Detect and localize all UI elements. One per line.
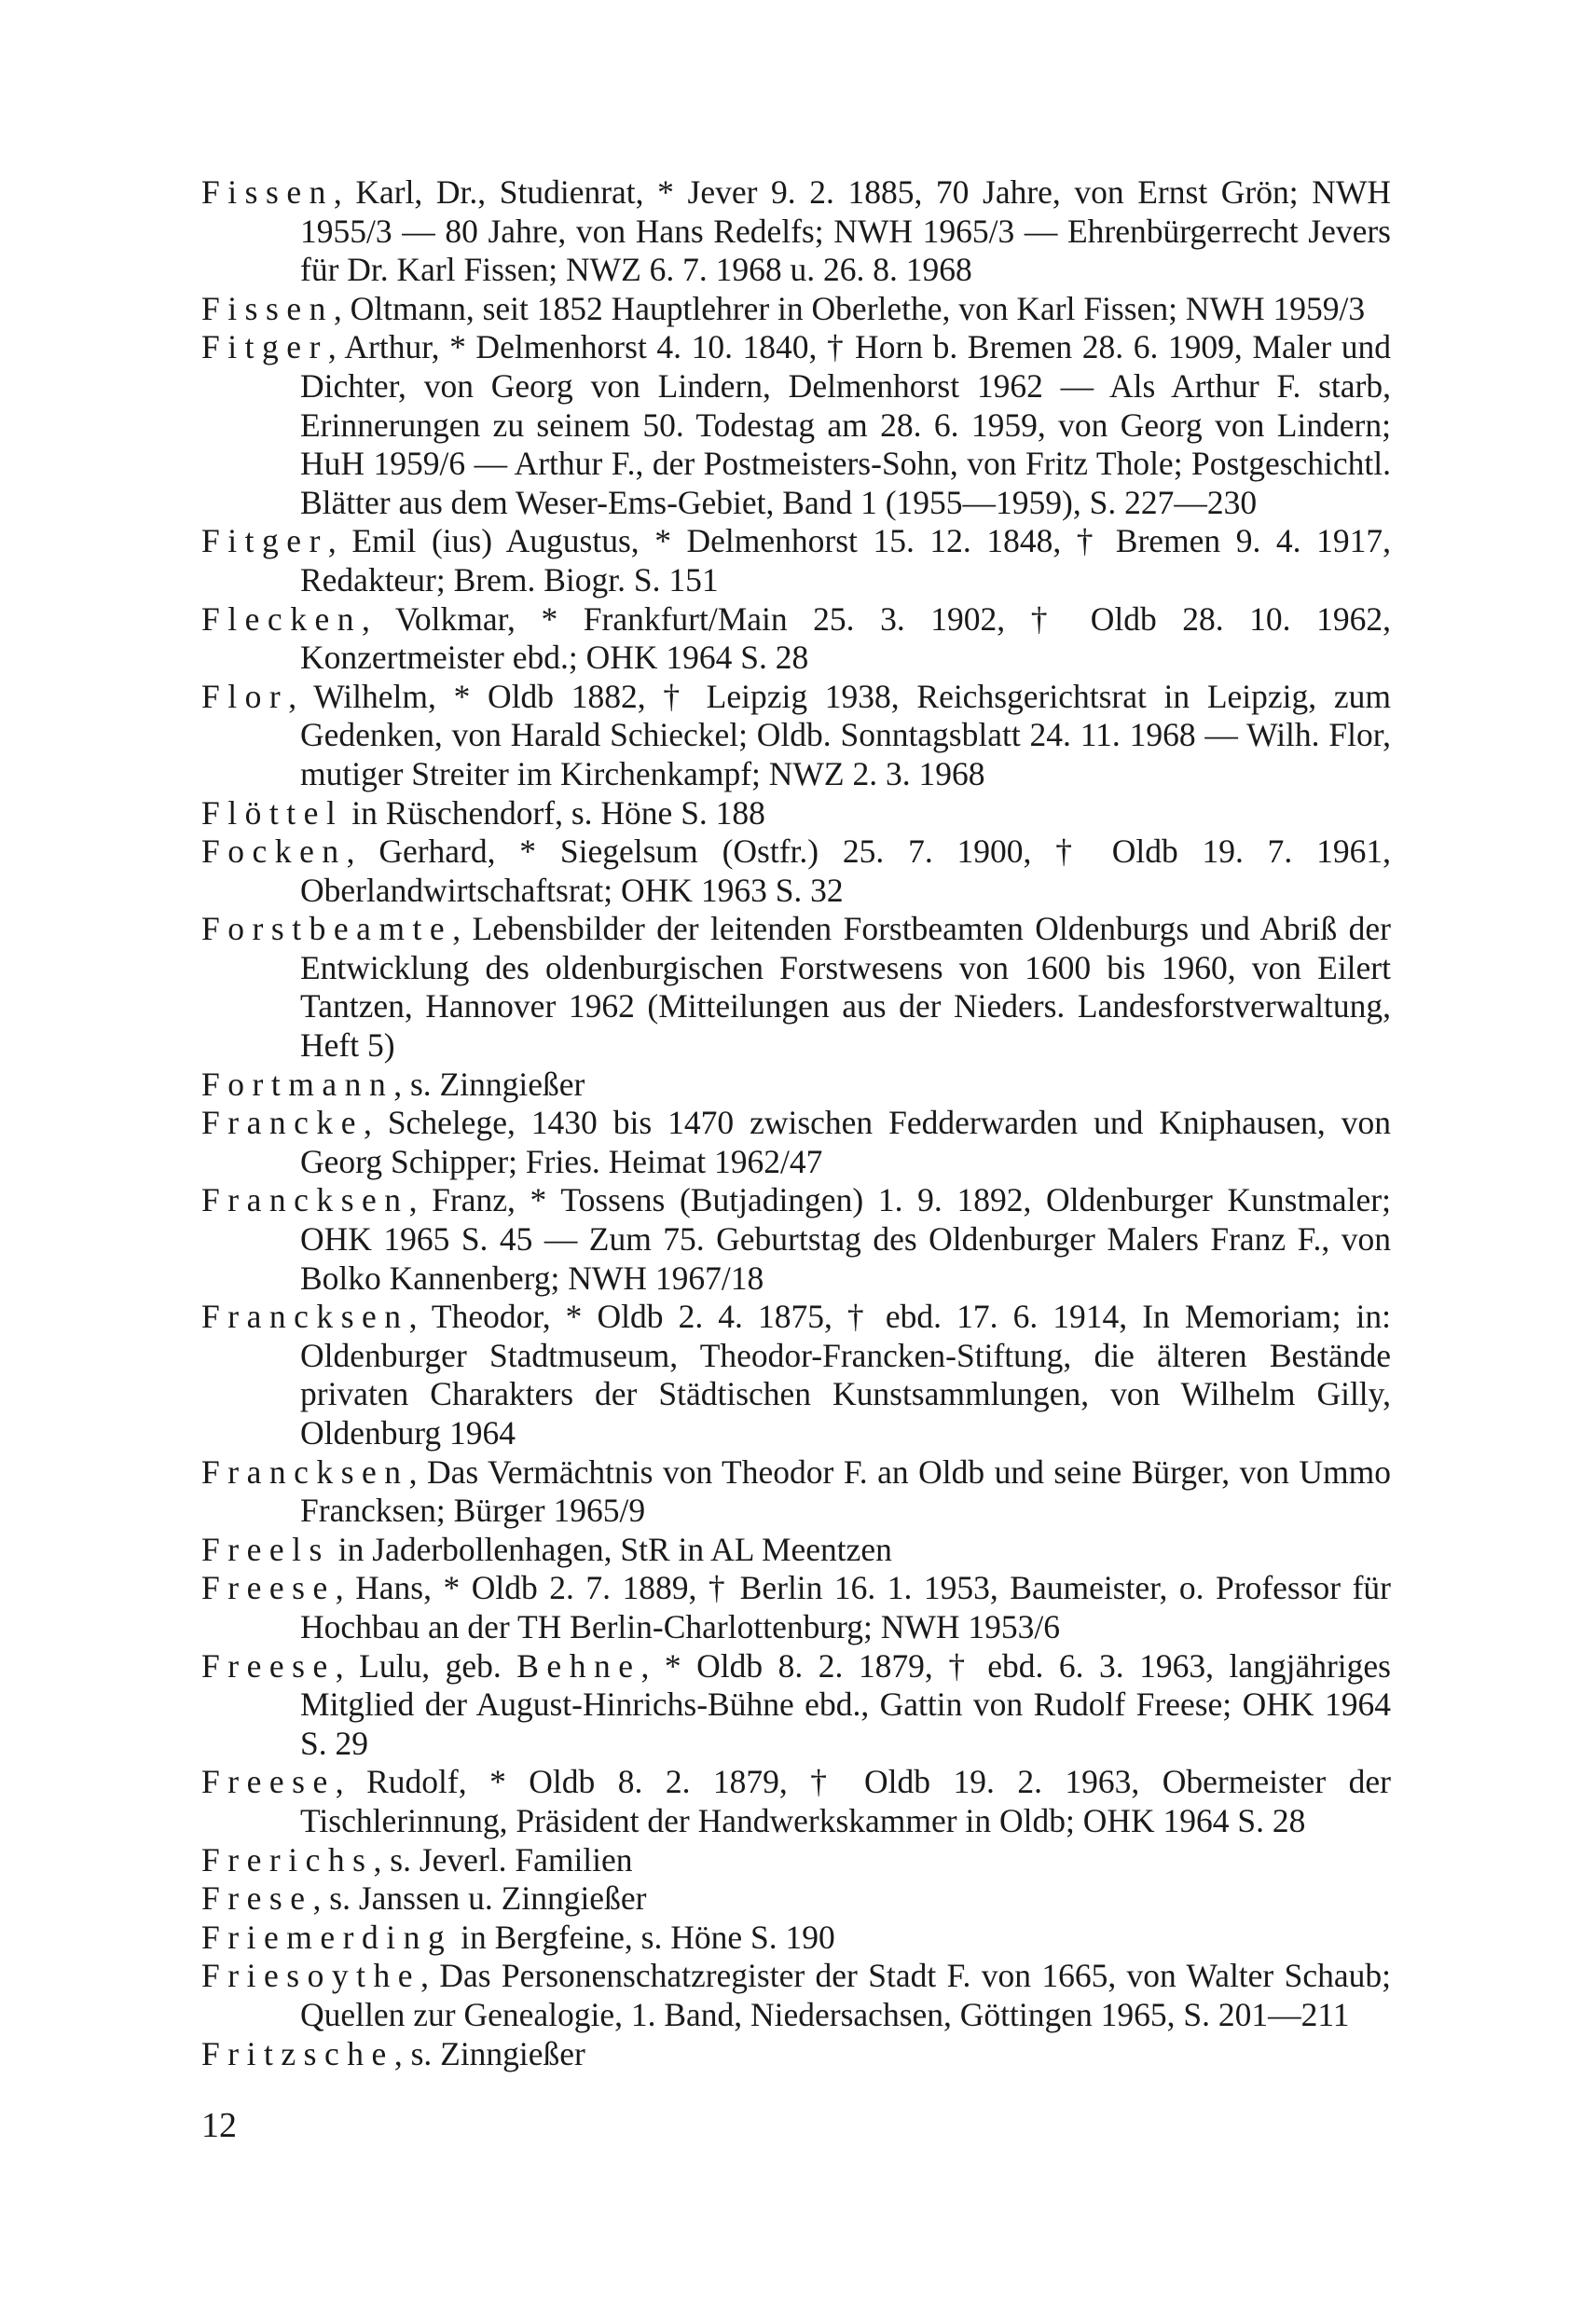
entry-text: , Emil (ius) Augustus, * Delmenhorst 15. 12. 1848, † Bremen 9. 4. 1917, Redakteur; Brem. Biogr. S. 151 [300,522,1391,599]
entry-keyword: Francke [201,1104,364,1142]
entry-text: , Das Personenschatzregister der Stadt F. von 1665, von Walter Schaub; Quellen zur Genealogie, 1. Band, Niedersachsen, Göttingen 1965, S. 201—211 [300,1957,1391,2033]
entry-text: , Lebensbilder der leitenden Forstbeamten Oldenburgs und Abriß der Entwicklung des oldenburgischen Forstwesens von 1600 bis 1960, von Eilert Tantzen, Hannover 1962 (Mitteilungen aus der Nieders. Landesforstverwaltung, Heft 5) [300,910,1391,1065]
entry-text: in Rüschendorf, s. Höne S. 188 [343,793,765,832]
register-entry [201,1647,1391,1764]
entry-text: , s. Janssen u. Zinngießer [312,1879,647,1918]
entry-text: , Gerhard, * Siegelsum (Ostfr.) 25. 7. 1900, † Oldb 19. 7. 1961, Oberlandwirtschaftsrat; OHK 1963 S. 32 [300,833,1391,909]
register-entry [201,1569,1391,1646]
entry-keyword-secondary: Behne [516,1646,641,1685]
entry-text: , Das Vermächtnis von Theodor F. an Oldb und seine Bürger, von Ummo Francksen; Bürger 1965/9 [300,1452,1391,1530]
entry-keyword: Francksen [201,1452,409,1491]
entry-keyword: Fissen [201,289,334,327]
entry-keyword: Frerichs [201,1840,374,1878]
entry-text: in Bergfeine, s. Höne S. 190 [452,1918,835,1956]
register-entry [201,1763,1391,1840]
entry-text: , Theodor, * Oldb 2. 4. 1875, † ebd. 17. 6. 1914, In Memoriam; in: Oldenburger Stadtmuseum, Theodor-Francken-Stiftung, die älteren Bestände privaten Charakters der Städtischen Kunstsammlungen, von Wilhelm Gilly, Oldenburg 1964 [300,1298,1391,1452]
entry-keyword: Forstbeamte [201,910,453,948]
entry-keyword: Flecken [201,599,363,638]
entry-text: , s. Jeverl. Familien [373,1840,633,1878]
entry-keyword: Freels [201,1530,330,1568]
entry-keyword: Fritzsche [201,2034,394,2072]
entry-keyword: Freese [201,1763,336,1801]
register-entry [201,600,1391,678]
register-entry [201,794,1391,833]
register-entry [201,1841,1391,1880]
entry-keyword: Flöttel [201,793,344,832]
register-entry [201,173,1391,290]
entry-text: , Wilhelm, * Oldb 1882, † Leipzig 1938, Reichsgerichtsrat in Leipzig, zum Gedenken, von Harald Schieckel; Oldb. Sonntagsblatt 24. 11. 1968 — Wilh. Flor, mutiger Streiter im Kirchenkampf; NWZ 2. 3. 1968 [288,677,1391,792]
entry-text: in Jaderbollenhagen, StR in AL Meentzen [329,1530,892,1568]
register-entry [201,1531,1391,1570]
register-entry [201,910,1391,1065]
entry-keyword: Focken [201,833,347,871]
register-entry [201,290,1391,329]
entry-text: , Hans, * Oldb 2. 7. 1889, † Berlin 16. 1. 1953, Baumeister, o. Professor für Hochbau an der TH Berlin-Charlottenburg; NWH 1953/6 [300,1569,1391,1645]
entry-keyword: Francksen [201,1181,409,1219]
page-number: 12 [201,2106,237,2145]
register-entry [201,1298,1391,1452]
entry-keyword: Fitger [201,328,328,366]
register-entry [201,522,1391,599]
entry-keyword: Frese [201,1879,313,1918]
entry-keyword: Freese [201,1646,336,1685]
register-entry [201,1879,1391,1919]
entry-text: , Volkmar, * Frankfurt/Main 25. 3. 1902, † Oldb 28. 10. 1962, Konzertmeister ebd.; OHK 1964 S. 28 [300,599,1391,677]
entry-keyword: Fissen [201,173,334,211]
register-entry [201,1453,1391,1531]
register-entry [201,328,1391,522]
entry-text: , s. Zinngießer [393,1065,585,1103]
register-entry [201,1181,1391,1298]
register-entry [201,1104,1391,1181]
entry-text: , Rudolf, * Oldb 8. 2. 1879, † Oldb 19. 2. 1963, Obermeister der Tischlerinnung, Präsident der Handwerkskammer in Oldb; OHK 1964 S. 28 [300,1763,1391,1839]
register-entry [201,833,1391,910]
entry-keyword: Flor [201,677,289,715]
entry-keyword: Freese [201,1569,336,1607]
entry-keyword: Friesoythe [201,1957,421,1995]
entry-text: , Arthur, * Delmenhorst 4. 10. 1840, † Horn b. Bremen 28. 6. 1909, Maler und Dichter, von Georg von Lindern, Delmenhorst 1962 — Als Arthur F. starb, Erinnerungen zu seinem 50. Todestag am 28. 6. 1959, von Georg von Lindern; HuH 1959/6 — Arthur F., der Postmeisters-Sohn, von Fritz Thole; Postgeschichtl. Blätter aus dem Weser-Ems-Gebiet, Band 1 (1955—1959), S. 227—230 [300,328,1391,521]
entry-text: , Lulu, geb. [335,1646,517,1685]
entry-text: , Karl, Dr., Studienrat, * Jever 9. 2. 1885, 70 Jahre, von Ernst Grön; NWH 1955/3 — 80 Jahre, von Hans Redelfs; NWH 1965/3 — Ehrenbürgerrecht Jevers für Dr. Karl Fissen; NWZ 6. 7. 1968 u. 26. 8. 1968 [300,173,1391,289]
entry-text: , Schelege, 1430 bis 1470 zwischen Fedderwarden und Kniphausen, von Georg Schipper; Fries. Heimat 1962/47 [300,1104,1391,1180]
register-entry [201,678,1391,794]
entry-keyword: Francksen [201,1298,409,1336]
entry-keyword: Friemerding [201,1918,453,1956]
register-entry [201,1066,1391,1105]
register-page [201,173,1391,2073]
register-entry [201,1957,1391,2034]
entry-keyword: Fortmann [201,1065,394,1103]
entry-text-secondary: , * Oldb 8. 2. 1879, † ebd. 6. 3. 1963, langjähriges Mitglied der August-Hinrichs-Bühne ebd., Gattin von Rudolf Freese; OHK 1964 S. 29 [300,1646,1391,1762]
register-entry [201,2035,1391,2074]
register-entry [201,1919,1391,1958]
entry-text: , Franz, * Tossens (Butjadingen) 1. 9. 1892, Oldenburger Kunstmaler; OHK 1965 S. 45 — Zum 75. Geburtstag des Oldenburger Malers Franz F., von Bolko Kannenberg; NWH 1967/18 [300,1181,1391,1297]
entry-keyword: Fitger [201,522,328,560]
entry-text: , Oltmann, seit 1852 Hauptlehrer in Oberlethe, von Karl Fissen; NWH 1959/3 [333,289,1366,327]
entry-text: , s. Zinngießer [393,2034,585,2072]
